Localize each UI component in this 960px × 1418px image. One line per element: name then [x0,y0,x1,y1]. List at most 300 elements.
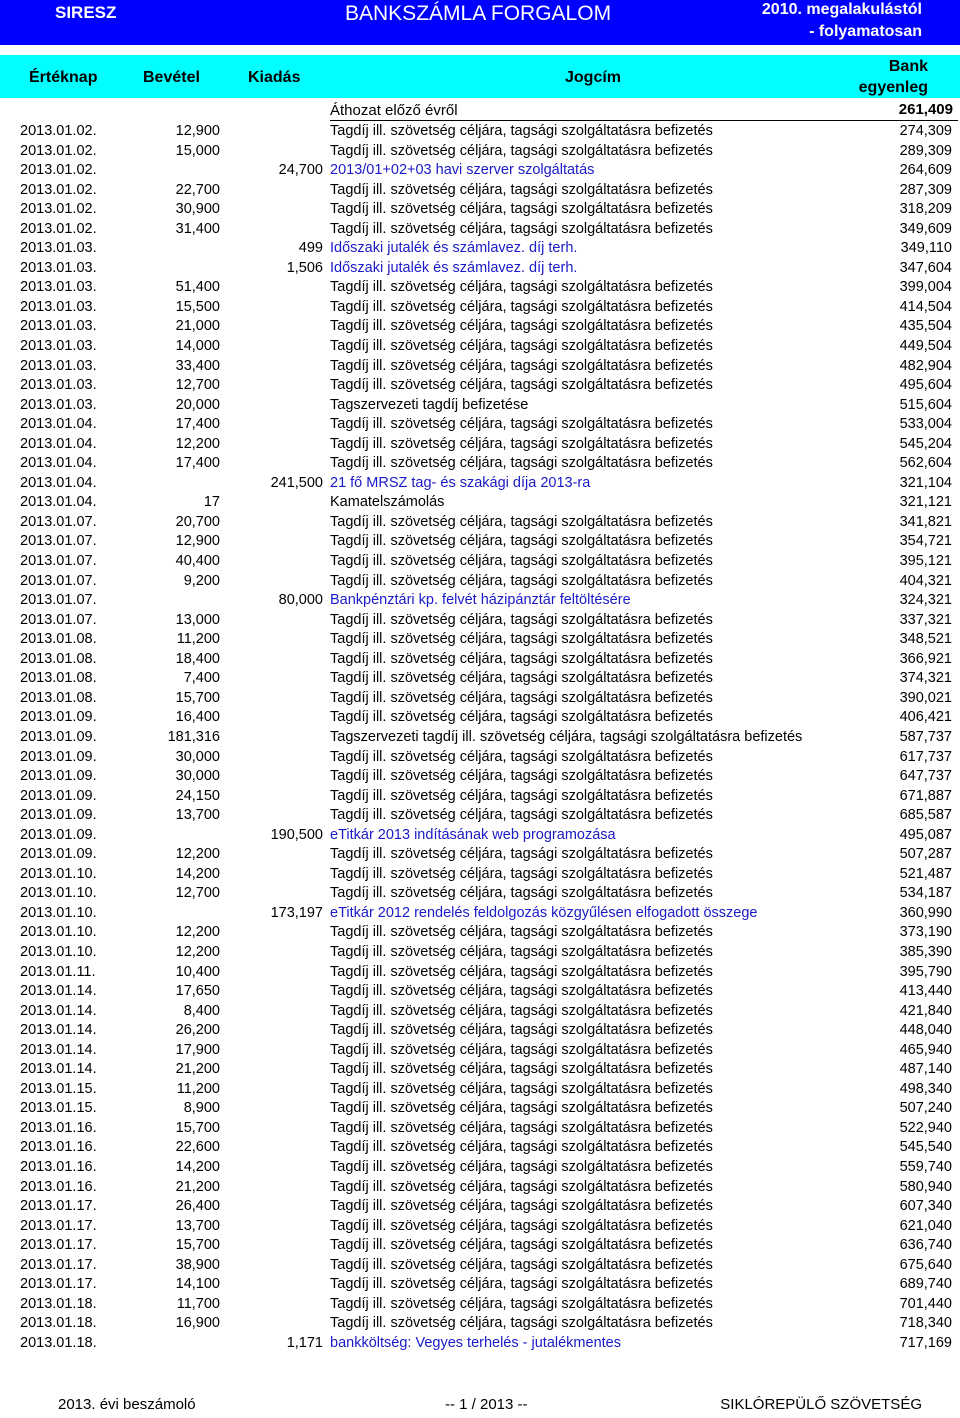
row-date: 2013.01.02. [20,201,97,218]
table-row [0,572,960,592]
row-income: 181,316 [167,728,220,745]
row-balance: 671,887 [899,787,952,804]
org-name: SIRESZ [55,3,117,22]
row-income: 30,900 [175,201,220,218]
row-date: 2013.01.09. [20,826,97,843]
row-balance: 607,340 [899,1198,952,1215]
row-income: 12,900 [175,533,220,550]
table-row [0,806,960,826]
row-date: 2013.01.15. [20,1100,97,1117]
row-income: 20,700 [175,513,220,530]
row-date: 2013.01.09. [20,846,97,863]
row-income: 8,900 [183,1100,220,1117]
row-date: 2013.01.04. [20,494,97,511]
row-income: 15,700 [175,689,220,706]
table-row [0,689,960,709]
table-row [0,376,960,396]
row-expense: 241,500 [270,474,323,491]
row-balance: 534,187 [899,885,952,902]
table-row [0,650,960,670]
row-date: 2013.01.03. [20,259,97,276]
table-row [0,669,960,689]
table-row [0,474,960,494]
row-balance: 395,790 [899,963,952,980]
row-description: Tagdíj ill. szövetség céljára, tagsági szolgáltatásra befizetés [330,1080,713,1097]
row-balance: 498,340 [899,1080,952,1097]
table-row [0,435,960,455]
period-line-2: - folyamatosan [809,23,922,40]
table-row [0,884,960,904]
row-income: 16,400 [175,709,220,726]
row-income: 12,200 [175,435,220,452]
row-balance: 406,421 [899,709,952,726]
row-income: 14,000 [175,338,220,355]
row-date: 2013.01.16. [20,1139,97,1156]
row-income: 12,200 [175,924,220,941]
table-row [0,357,960,377]
row-description: Tagdíj ill. szövetség céljára, tagsági szolgáltatásra befizetés [330,865,713,882]
footer-page-number: -- 1 / 2013 -- [445,1396,528,1413]
row-balance: 373,190 [899,924,952,941]
table-row [0,1236,960,1256]
table-row [0,826,960,846]
row-date: 2013.01.18. [20,1334,97,1351]
row-description: Tagdíj ill. szövetség céljára, tagsági szolgáltatásra befizetés [330,1158,713,1175]
row-income: 30,000 [175,768,220,785]
table-row [0,1178,960,1198]
table-row [0,1080,960,1100]
row-income: 10,400 [175,963,220,980]
row-date: 2013.01.16. [20,1119,97,1136]
table-row [0,298,960,318]
row-date: 2013.01.02. [20,123,97,139]
row-balance: 533,004 [899,416,952,433]
row-balance: 366,921 [899,650,952,667]
row-date: 2013.01.02. [20,142,97,159]
row-description: Tagdíj ill. szövetség céljára, tagsági szolgáltatásra befizetés [330,416,713,433]
table-row [0,317,960,337]
row-balance: 395,121 [899,553,952,570]
row-balance: 636,740 [899,1237,952,1254]
row-income: 40,400 [175,553,220,570]
row-date: 2013.01.09. [20,709,97,726]
header-expense: Kiadás [248,69,301,86]
row-balance: 349,110 [900,240,952,257]
row-description: Tagdíj ill. szövetség céljára, tagsági szolgáltatásra befizetés [330,1061,713,1078]
row-balance: 289,309 [899,142,952,159]
row-description: Tagdíj ill. szövetség céljára, tagsági szolgáltatásra befizetés [330,768,713,785]
row-date: 2013.01.10. [20,924,97,941]
table-row [0,493,960,513]
row-income: 11,200 [176,1080,220,1097]
row-date: 2013.01.07. [20,553,97,570]
row-balance: 287,309 [899,181,952,198]
row-balance: 689,740 [899,1276,952,1293]
row-income: 31,400 [175,220,220,237]
row-balance: 545,204 [899,435,952,452]
row-date: 2013.01.04. [20,435,97,452]
row-description: Tagdíj ill. szövetség céljára, tagsági szolgáltatásra befizetés [330,1276,713,1293]
row-description: Időszaki jutalék és számlavez. díj terh. [330,259,578,276]
table-row [0,630,960,650]
table-row [0,1197,960,1217]
row-date: 2013.01.03. [20,377,97,394]
table-row [0,1021,960,1041]
row-balance: 399,004 [899,279,952,296]
row-balance: 349,609 [899,220,952,237]
row-date: 2013.01.07. [20,513,97,530]
row-income: 51,400 [175,279,220,296]
row-description: Tagdíj ill. szövetség céljára, tagsági szolgáltatásra befizetés [330,611,713,628]
table-row [0,1119,960,1139]
row-description: Tagdíj ill. szövetség céljára, tagsági szolgáltatásra befizetés [330,201,713,218]
row-income: 26,200 [175,1022,220,1039]
header-income: Bevétel [143,69,200,86]
row-balance: 449,504 [899,338,952,355]
row-income: 12,700 [175,885,220,902]
row-balance: 414,504 [899,298,952,315]
row-income: 12,900 [175,123,220,139]
row-date: 2013.01.16. [20,1178,97,1195]
row-income: 15,500 [175,298,220,315]
row-description: Tagdíj ill. szövetség céljára, tagsági szolgáltatásra befizetés [330,455,713,472]
row-income: 7,400 [183,670,220,687]
row-balance: 348,521 [899,631,952,648]
row-description: Tagdíj ill. szövetség céljára, tagsági szolgáltatásra befizetés [330,318,713,335]
row-income: 18,400 [175,650,220,667]
row-expense: 499 [298,240,323,257]
row-balance: 390,021 [899,689,952,706]
row-date: 2013.01.04. [20,416,97,433]
row-date: 2013.01.09. [20,807,97,824]
table-row [0,552,960,572]
table-row [0,239,960,259]
row-description: Tagdíj ill. szövetség céljára, tagsági szolgáltatásra befizetés [330,338,713,355]
row-income: 21,200 [175,1178,220,1195]
row-income: 17,400 [175,455,220,472]
table-row [0,122,960,142]
row-balance: 587,737 [899,728,952,745]
row-income: 13,700 [175,1217,220,1234]
row-date: 2013.01.10. [20,885,97,902]
row-balance: 274,309 [899,123,952,139]
table-row [0,415,960,435]
table-row [0,963,960,983]
row-description: Tagdíj ill. szövetség céljára, tagsági szolgáltatásra befizetés [330,279,713,296]
row-date: 2013.01.03. [20,298,97,315]
row-description: Kamatelszámolás [330,494,445,511]
row-income: 14,200 [175,865,220,882]
row-income: 13,700 [175,807,220,824]
row-balance: 448,040 [899,1022,952,1039]
row-income: 15,000 [175,142,220,159]
period-line-1: 2010. megalakulástól [761,1,922,18]
row-date: 2013.01.17. [20,1256,97,1273]
table-row [0,845,960,865]
row-balance: 515,604 [899,396,952,413]
row-income: 14,200 [175,1158,220,1175]
row-description: Tagdíj ill. szövetség céljára, tagsági szolgáltatásra befizetés [330,572,713,589]
row-balance: 507,240 [899,1100,952,1117]
row-balance: 562,604 [899,455,952,472]
table-row [0,1138,960,1158]
row-description: Tagdíj ill. szövetség céljára, tagsági szolgáltatásra befizetés [330,142,713,159]
table-row [0,454,960,474]
row-date: 2013.01.07. [20,572,97,589]
row-balance: 341,821 [899,513,952,530]
column-header-row [0,55,960,98]
footer-org-name: SIKLÓREPÜLŐ SZÖVETSÉG [720,1396,922,1413]
table-row [0,728,960,748]
row-date: 2013.01.17. [20,1237,97,1254]
row-description: Tagdíj ill. szövetség céljára, tagsági szolgáltatásra befizetés [330,631,713,648]
row-description: Tagdíj ill. szövetség céljára, tagsági szolgáltatásra befizetés [330,357,713,374]
carryover-label: Áthozat előző évről [330,102,458,119]
table-row [0,1158,960,1178]
table-row [0,161,960,181]
row-description: Tagdíj ill. szövetség céljára, tagsági szolgáltatásra befizetés [330,553,713,570]
row-balance: 435,504 [899,318,952,335]
table-row [0,708,960,728]
row-balance: 545,540 [899,1139,952,1156]
row-income: 20,000 [175,396,220,413]
row-balance: 495,604 [899,377,952,394]
row-description: Tagdíj ill. szövetség céljára, tagsági szolgáltatásra befizetés [330,1178,713,1195]
row-balance: 580,940 [899,1178,952,1195]
row-income: 9,200 [183,572,220,589]
table-row [0,1060,960,1080]
row-description: Tagdíj ill. szövetség céljára, tagsági szolgáltatásra befizetés [330,1198,713,1215]
row-balance: 413,440 [899,983,952,1000]
row-balance: 321,104 [899,474,952,491]
header-balance-line-1: Bank [888,58,928,75]
row-description: Tagdíj ill. szövetség céljára, tagsági szolgáltatásra befizetés [330,123,713,139]
table-row [0,278,960,298]
header-date: Értéknap [29,69,98,86]
row-description: Tagdíj ill. szövetség céljára, tagsági szolgáltatásra befizetés [330,1256,713,1273]
row-date: 2013.01.07. [20,533,97,550]
table-row [0,181,960,201]
row-date: 2013.01.10. [20,865,97,882]
row-description: bankköltség: Vegyes terhelés - jutalékmentes [330,1334,621,1351]
row-description: Tagdíj ill. szövetség céljára, tagsági szolgáltatásra befizetés [330,709,713,726]
row-income: 22,700 [175,181,220,198]
header-title: Jogcím [565,69,622,86]
row-income: 21,200 [175,1061,220,1078]
table-row [0,982,960,1002]
row-balance: 324,321 [899,592,952,609]
row-description: Tagdíj ill. szövetség céljára, tagsági szolgáltatásra befizetés [330,885,713,902]
row-description: Tagdíj ill. szövetség céljára, tagsági szolgáltatásra befizetés [330,650,713,667]
table-row [0,1256,960,1276]
table-row [0,767,960,787]
row-date: 2013.01.18. [20,1295,97,1312]
row-balance: 647,737 [899,768,952,785]
row-income: 15,700 [175,1237,220,1254]
row-description: Tagdíj ill. szövetség céljára, tagsági szolgáltatásra befizetés [330,435,713,452]
row-date: 2013.01.02. [20,181,97,198]
row-description: Tagdíj ill. szövetség céljára, tagsági szolgáltatásra befizetés [330,1100,713,1117]
row-income: 14,100 [175,1276,220,1293]
row-balance: 617,737 [899,748,952,765]
row-date: 2013.01.17. [20,1217,97,1234]
row-income: 15,700 [175,1119,220,1136]
row-balance: 621,040 [899,1217,952,1234]
row-expense: 1,506 [286,259,323,276]
row-description: Tagdíj ill. szövetség céljára, tagsági szolgáltatásra befizetés [330,1022,713,1039]
row-date: 2013.01.08. [20,650,97,667]
row-date: 2013.01.15. [20,1080,97,1097]
table-row [0,1334,960,1354]
table-row [0,337,960,357]
row-income: 17,650 [175,983,220,1000]
row-date: 2013.01.09. [20,768,97,785]
row-description: eTitkár 2013 indításának web programozása [330,826,616,843]
row-description: Tagdíj ill. szövetség céljára, tagsági szolgáltatásra befizetés [330,670,713,687]
table-row [0,1314,960,1334]
row-balance: 264,609 [899,162,952,179]
row-description: Tagdíj ill. szövetség céljára, tagsági szolgáltatásra befizetés [330,1295,713,1312]
row-date: 2013.01.04. [20,455,97,472]
row-description: Tagdíj ill. szövetség céljára, tagsági szolgáltatásra befizetés [330,181,713,198]
table-row [0,1295,960,1315]
row-description: Tagdíj ill. szövetség céljára, tagsági szolgáltatásra befizetés [330,943,713,960]
row-balance: 482,904 [899,357,952,374]
row-date: 2013.01.14. [20,1061,97,1078]
table-row [0,904,960,924]
carryover-row [330,100,958,121]
row-description: Tagdíj ill. szövetség céljára, tagsági szolgáltatásra befizetés [330,1119,713,1136]
table-row [0,591,960,611]
row-balance: 718,340 [899,1315,952,1332]
row-date: 2013.01.03. [20,357,97,374]
row-expense: 24,700 [278,162,323,179]
row-balance: 421,840 [899,1002,952,1019]
carryover-value: 261,409 [898,101,953,118]
row-income: 11,700 [176,1295,220,1312]
row-income: 38,900 [175,1256,220,1273]
table-row [0,943,960,963]
row-description: Tagdíj ill. szövetség céljára, tagsági szolgáltatásra befizetés [330,748,713,765]
row-description: Tagdíj ill. szövetség céljára, tagsági szolgáltatásra befizetés [330,924,713,941]
report-title: BANKSZÁMLA FORGALOM [345,2,612,25]
row-date: 2013.01.10. [20,904,97,921]
row-balance: 404,321 [899,572,952,589]
report-banner [0,0,960,45]
table-row [0,1217,960,1237]
row-expense: 173,197 [270,904,323,921]
footer-report-name: 2013. évi beszámoló [58,1396,196,1413]
table-row [0,220,960,240]
row-date: 2013.01.03. [20,318,97,335]
row-income: 17,900 [175,1041,220,1058]
table-row [0,923,960,943]
row-description: Bankpénztári kp. felvét házipánztár feltöltésére [330,592,631,609]
row-description: Tagszervezeti tagdíj befizetése [330,396,529,413]
row-description: Tagdíj ill. szövetség céljára, tagsági szolgáltatásra befizetés [330,689,713,706]
row-date: 2013.01.07. [20,611,97,628]
row-date: 2013.01.14. [20,1022,97,1039]
table-row [0,532,960,552]
row-date: 2013.01.03. [20,338,97,355]
row-date: 2013.01.08. [20,670,97,687]
row-balance: 559,740 [899,1158,952,1175]
row-income: 12,200 [175,943,220,960]
row-description: eTitkár 2012 rendelés feldolgozás közgyűlésen elfogadott összege [330,904,758,921]
row-date: 2013.01.08. [20,689,97,706]
row-balance: 360,990 [899,904,952,921]
row-balance: 337,321 [899,611,952,628]
row-balance: 675,640 [899,1256,952,1273]
row-income: 26,400 [175,1198,220,1215]
row-date: 2013.01.07. [20,592,97,609]
row-description: Tagszervezeti tagdíj ill. szövetség céljára, tagsági szolgáltatásra befizetés [330,728,803,745]
row-income: 17 [203,494,220,511]
row-income: 12,200 [175,846,220,863]
row-income: 8,400 [183,1002,220,1019]
row-balance: 495,087 [899,826,952,843]
row-description: Tagdíj ill. szövetség céljára, tagsági szolgáltatásra befizetés [330,513,713,530]
row-balance: 354,721 [899,533,952,550]
row-description: Tagdíj ill. szövetség céljára, tagsági szolgáltatásra befizetés [330,1041,713,1058]
row-description: Tagdíj ill. szövetség céljára, tagsági szolgáltatásra befizetés [330,963,713,980]
row-date: 2013.01.03. [20,279,97,296]
table-row [0,611,960,631]
row-expense: 1,171 [286,1334,323,1351]
row-date: 2013.01.17. [20,1276,97,1293]
table-row [0,200,960,220]
row-date: 2013.01.09. [20,748,97,765]
row-income: 12,700 [175,377,220,394]
row-description: Tagdíj ill. szövetség céljára, tagsági szolgáltatásra befizetés [330,1315,713,1332]
table-row [0,1041,960,1061]
row-date: 2013.01.09. [20,728,97,745]
table-row [0,142,960,162]
row-description: Tagdíj ill. szövetség céljára, tagsági szolgáltatásra befizetés [330,220,713,237]
row-income: 30,000 [175,748,220,765]
row-balance: 522,940 [899,1119,952,1136]
row-balance: 385,390 [899,943,952,960]
row-income: 17,400 [175,416,220,433]
row-description: Tagdíj ill. szövetség céljára, tagsági szolgáltatásra befizetés [330,1139,713,1156]
row-date: 2013.01.17. [20,1198,97,1215]
row-description: Tagdíj ill. szövetség céljára, tagsági szolgáltatásra befizetés [330,1002,713,1019]
row-description: Tagdíj ill. szövetség céljára, tagsági szolgáltatásra befizetés [330,1237,713,1254]
row-balance: 717,169 [899,1334,952,1351]
table-row [0,1002,960,1022]
row-income: 24,150 [175,787,220,804]
row-description: Tagdíj ill. szövetség céljára, tagsági szolgáltatásra befizetés [330,1217,713,1234]
row-date: 2013.01.09. [20,787,97,804]
row-balance: 507,287 [899,846,952,863]
header-balance-line-2: egyenleg [858,79,928,96]
row-income: 33,400 [175,357,220,374]
row-date: 2013.01.03. [20,240,97,257]
row-description: Tagdíj ill. szövetség céljára, tagsági szolgáltatásra befizetés [330,377,713,394]
row-balance: 465,940 [899,1041,952,1058]
row-date: 2013.01.03. [20,396,97,413]
row-date: 2013.01.11. [20,963,96,980]
row-description: Tagdíj ill. szövetség céljára, tagsági szolgáltatásra befizetés [330,983,713,1000]
row-description: Tagdíj ill. szövetség céljára, tagsági szolgáltatásra befizetés [330,787,713,804]
row-description: Időszaki jutalék és számlavez. díj terh. [330,240,578,257]
row-date: 2013.01.10. [20,943,97,960]
row-balance: 521,487 [899,865,952,882]
table-row [0,513,960,533]
row-income: 16,900 [175,1315,220,1332]
table-row [0,787,960,807]
row-description: 21 fő MRSZ tag- és szakági díja 2013-ra [330,474,591,491]
